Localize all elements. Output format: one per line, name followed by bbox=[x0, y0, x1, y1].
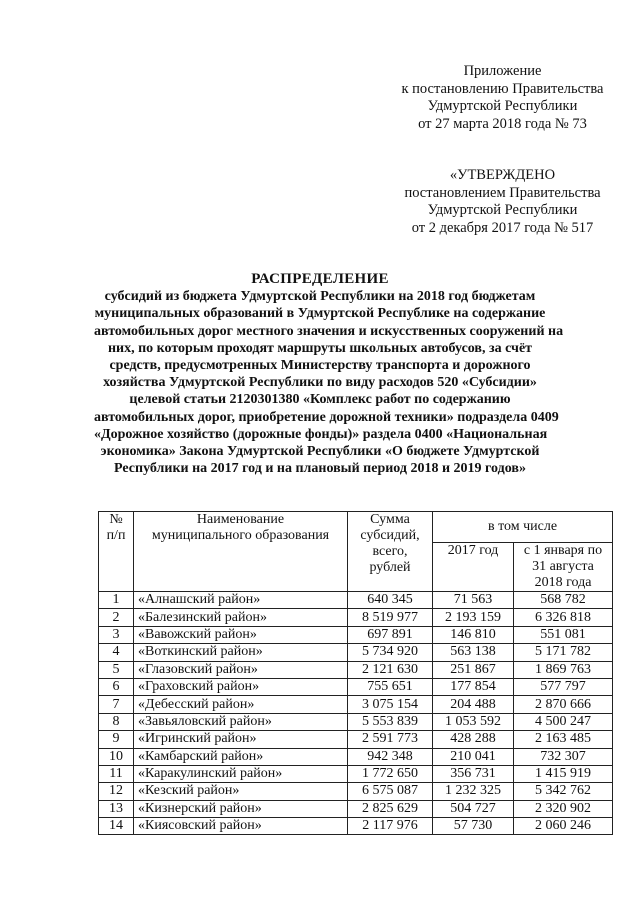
row-num-cell: 9 bbox=[99, 731, 134, 748]
table-row bbox=[99, 783, 613, 800]
row-num-cell: 3 bbox=[99, 626, 134, 643]
row-total-cell: 1 772 650 bbox=[348, 765, 433, 782]
table-row bbox=[99, 644, 613, 661]
row-total-cell: 2 825 629 bbox=[348, 800, 433, 817]
table-row bbox=[99, 661, 613, 678]
heading-line: «Дорожное хозяйство (дорожные фонды)» раздела 0400 «Национальная bbox=[94, 426, 548, 442]
row-2018-cell: 6 326 818 bbox=[514, 609, 613, 626]
row-name-cell: «Каракулинский район» bbox=[134, 765, 348, 782]
row-name-cell: «Игринский район» bbox=[134, 731, 348, 748]
table-header-row bbox=[99, 512, 613, 543]
approval-stamp-block bbox=[380, 167, 625, 237]
row-total-cell: 5 553 839 bbox=[348, 713, 433, 730]
row-2017-cell: 1 232 325 bbox=[433, 783, 514, 800]
heading-line: целевой статьи 2120301380 «Комплекс работ по содержанию bbox=[129, 392, 511, 408]
row-2017-cell: 210 041 bbox=[433, 748, 514, 765]
row-2017-cell: 177 854 bbox=[433, 678, 514, 695]
row-2018-cell: 577 797 bbox=[514, 678, 613, 695]
approval-line: «УТВЕРЖДЕНО bbox=[449, 167, 556, 183]
row-2017-cell: 57 730 bbox=[433, 818, 514, 835]
subsidy-table bbox=[98, 511, 613, 835]
header-name: Наименование муниципального образования bbox=[134, 512, 348, 592]
table-row bbox=[99, 678, 613, 695]
row-2018-cell: 1 415 919 bbox=[514, 765, 613, 782]
row-total-cell: 2 117 976 bbox=[348, 818, 433, 835]
row-name-cell: «Алнашский район» bbox=[134, 592, 348, 609]
row-2018-cell: 732 307 bbox=[514, 748, 613, 765]
row-total-cell: 2 591 773 bbox=[348, 731, 433, 748]
row-2017-cell: 2 193 159 bbox=[433, 609, 514, 626]
row-num-cell: 1 bbox=[99, 592, 134, 609]
row-name-cell: «Граховский район» bbox=[134, 678, 348, 695]
heading-line: муниципальных образований в Удмуртской Республике на содержание bbox=[94, 306, 546, 322]
row-2018-cell: 5 171 782 bbox=[514, 644, 613, 661]
appendix-line: от 27 марта 2018 года № 73 bbox=[418, 115, 587, 132]
heading-line: экономика» Закона Удмуртской Республики «О бюджете Удмуртской bbox=[100, 444, 540, 460]
row-2018-cell: 5 342 762 bbox=[514, 783, 613, 800]
row-2018-cell: 551 081 bbox=[514, 626, 613, 643]
row-num-cell: 12 bbox=[99, 783, 134, 800]
row-2018-cell: 2 870 666 bbox=[514, 696, 613, 713]
table-row bbox=[99, 696, 613, 713]
row-name-cell: «Камбарский район» bbox=[134, 748, 348, 765]
heading-line: средств, предусмотренных Министерству транспорта и дорожного bbox=[109, 358, 531, 374]
heading-line: субсидий из бюджета Удмуртской Республики на 2018 год бюджетам bbox=[104, 289, 536, 305]
row-name-cell: «Вавожский район» bbox=[134, 626, 348, 643]
row-total-cell: 755 651 bbox=[348, 678, 433, 695]
row-num-cell: 8 bbox=[99, 713, 134, 730]
row-2017-cell: 504 727 bbox=[433, 800, 514, 817]
row-2018-cell: 568 782 bbox=[514, 592, 613, 609]
row-name-cell: «Киясовский район» bbox=[134, 818, 348, 835]
row-num-cell: 11 bbox=[99, 765, 134, 782]
row-name-cell: «Завьяловский район» bbox=[134, 713, 348, 730]
appendix-block bbox=[385, 63, 620, 133]
row-name-cell: «Балезинский район» bbox=[134, 609, 348, 626]
row-2017-cell: 563 138 bbox=[433, 644, 514, 661]
table-row bbox=[99, 800, 613, 817]
heading-line: хозяйства Удмуртской Республики по виду расходов 520 «Субсидии» bbox=[103, 375, 537, 391]
row-total-cell: 3 075 154 bbox=[348, 696, 433, 713]
row-total-cell: 8 519 977 bbox=[348, 609, 433, 626]
row-num-cell: 2 bbox=[99, 609, 134, 626]
row-2017-cell: 71 563 bbox=[433, 592, 514, 609]
row-total-cell: 5 734 920 bbox=[348, 644, 433, 661]
row-name-cell: «Дебесский район» bbox=[134, 696, 348, 713]
table-row bbox=[99, 748, 613, 765]
table-row bbox=[99, 592, 613, 609]
header-total: Сумма субсидий, всего, рублей bbox=[348, 512, 433, 592]
row-2017-cell: 204 488 bbox=[433, 696, 514, 713]
header-2018: с 1 января по 31 августа 2018 года bbox=[514, 543, 613, 592]
approval-line: постановлением Правительства bbox=[404, 184, 601, 201]
approval-line: Удмуртской Республики bbox=[427, 202, 578, 218]
row-2018-cell: 2 163 485 bbox=[514, 731, 613, 748]
approval-line: от 2 декабря 2017 года № 517 bbox=[411, 219, 594, 236]
row-num-cell: 4 bbox=[99, 644, 134, 661]
row-num-cell: 6 bbox=[99, 678, 134, 695]
heading-line: Республики на 2017 год и на плановый период 2018 и 2019 годов» bbox=[114, 461, 526, 477]
table-row bbox=[99, 713, 613, 730]
header-2017: 2017 год bbox=[433, 543, 514, 592]
appendix-line: к постановлению Правительства bbox=[401, 80, 604, 97]
row-total-cell: 640 345 bbox=[348, 592, 433, 609]
row-num-cell: 7 bbox=[99, 696, 134, 713]
table-row bbox=[99, 626, 613, 643]
row-total-cell: 6 575 087 bbox=[348, 783, 433, 800]
row-num-cell: 5 bbox=[99, 661, 134, 678]
heading-line: автомобильных дорог местного значения и искусственных сооружений на bbox=[94, 323, 564, 339]
document-title: РАСПРЕДЕЛЕНИЕ bbox=[251, 271, 389, 287]
table-row bbox=[99, 765, 613, 782]
row-2018-cell: 1 869 763 bbox=[514, 661, 613, 678]
table-row bbox=[99, 609, 613, 626]
heading-line: автомобильных дорог, приобретение дорожной техники» подраздела 0409 bbox=[94, 409, 559, 425]
row-total-cell: 697 891 bbox=[348, 626, 433, 643]
table-row bbox=[99, 731, 613, 748]
row-name-cell: «Воткинский район» bbox=[134, 644, 348, 661]
row-name-cell: «Кизнерский район» bbox=[134, 800, 348, 817]
header-num: № п/п bbox=[99, 512, 134, 592]
document-heading bbox=[94, 271, 564, 477]
row-num-cell: 14 bbox=[99, 818, 134, 835]
appendix-line: Удмуртской Республики bbox=[427, 98, 578, 114]
table-body bbox=[99, 592, 613, 835]
row-2017-cell: 251 867 bbox=[433, 661, 514, 678]
row-2017-cell: 356 731 bbox=[433, 765, 514, 782]
row-total-cell: 942 348 bbox=[348, 748, 433, 765]
row-name-cell: «Кезский район» bbox=[134, 783, 348, 800]
row-2017-cell: 428 288 bbox=[433, 731, 514, 748]
row-2017-cell: 146 810 bbox=[433, 626, 514, 643]
table-row bbox=[99, 818, 613, 835]
row-2017-cell: 1 053 592 bbox=[433, 713, 514, 730]
row-num-cell: 13 bbox=[99, 800, 134, 817]
row-2018-cell: 2 320 902 bbox=[514, 800, 613, 817]
heading-line: них, по которым проходят маршруты школьных автобусов, за счёт bbox=[107, 340, 533, 356]
row-2018-cell: 4 500 247 bbox=[514, 713, 613, 730]
appendix-line: Приложение bbox=[463, 63, 542, 79]
header-including: в том числе bbox=[433, 512, 613, 543]
row-num-cell: 10 bbox=[99, 748, 134, 765]
row-total-cell: 2 121 630 bbox=[348, 661, 433, 678]
row-name-cell: «Глазовский район» bbox=[134, 661, 348, 678]
row-2018-cell: 2 060 246 bbox=[514, 818, 613, 835]
